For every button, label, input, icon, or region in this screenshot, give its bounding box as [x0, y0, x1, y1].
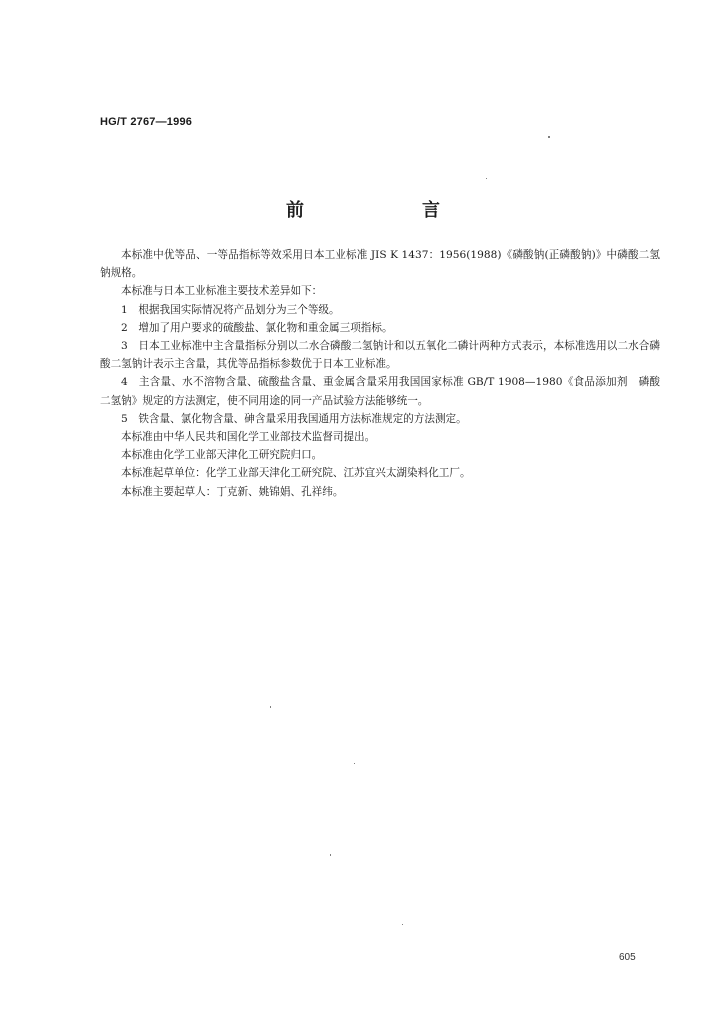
standard-code: HG/T 2767—1996	[100, 116, 193, 128]
paragraph: 本标准由中华人民共和国化学工业部技术监督司提出。	[121, 431, 376, 444]
paragraph: 本标准由化学工业部天津化工研究院归口。	[121, 449, 323, 462]
page-title: 前 言	[286, 200, 490, 221]
list-item: 1 根据我国实际情况将产品划分为三个等级。	[121, 303, 340, 316]
paragraph: 本标准中优等品、一等品指标等效采用日本工业标准 JIS K 1437：1956(1988)《磷酸钠(正磷酸钠)》中磷酸二氢钠规格。	[100, 249, 660, 280]
paragraph: 本标准与日本工业标准主要技术差异如下：	[121, 285, 323, 298]
scan-speck	[330, 854, 331, 856]
paragraph: 本标准主要起草人：丁克新、姚锦娟、孔祥纬。	[121, 485, 344, 498]
list-item: 4 主含量、水不溶物含量、硫酸盐含量、重金属含量采用我国国家标准 GB/T 1908—1980《食品添加剂 磷酸二氢钠》规定的方法测定，使不同用途的同一产品试验方法能够统一。	[100, 376, 660, 407]
paragraph: 本标准起草单位：化学工业部天津化工研究院、江苏宜兴太湖染料化工厂。	[121, 467, 471, 480]
foreword-body	[100, 246, 660, 501]
scan-speck	[354, 763, 355, 764]
scan-speck	[270, 706, 271, 708]
page-number: 605	[619, 952, 636, 963]
list-item: 3 日本工业标准中主含量指标分别以二水合磷酸二氢钠计和以五氧化二磷计两种方式表示，本标准选用以二水合磷酸二氢钠计表示主含量，其优等品指标参数优于日本工业标准。	[100, 340, 660, 371]
list-item: 2 增加了用户要求的硫酸盐、氯化物和重金属三项指标。	[121, 321, 393, 334]
scan-speck	[548, 136, 550, 138]
scan-speck	[402, 924, 403, 925]
scan-speck	[486, 178, 487, 179]
list-item: 5 铁含量、氯化物含量、砷含量采用我国通用方法标准规定的方法测定。	[121, 412, 467, 425]
